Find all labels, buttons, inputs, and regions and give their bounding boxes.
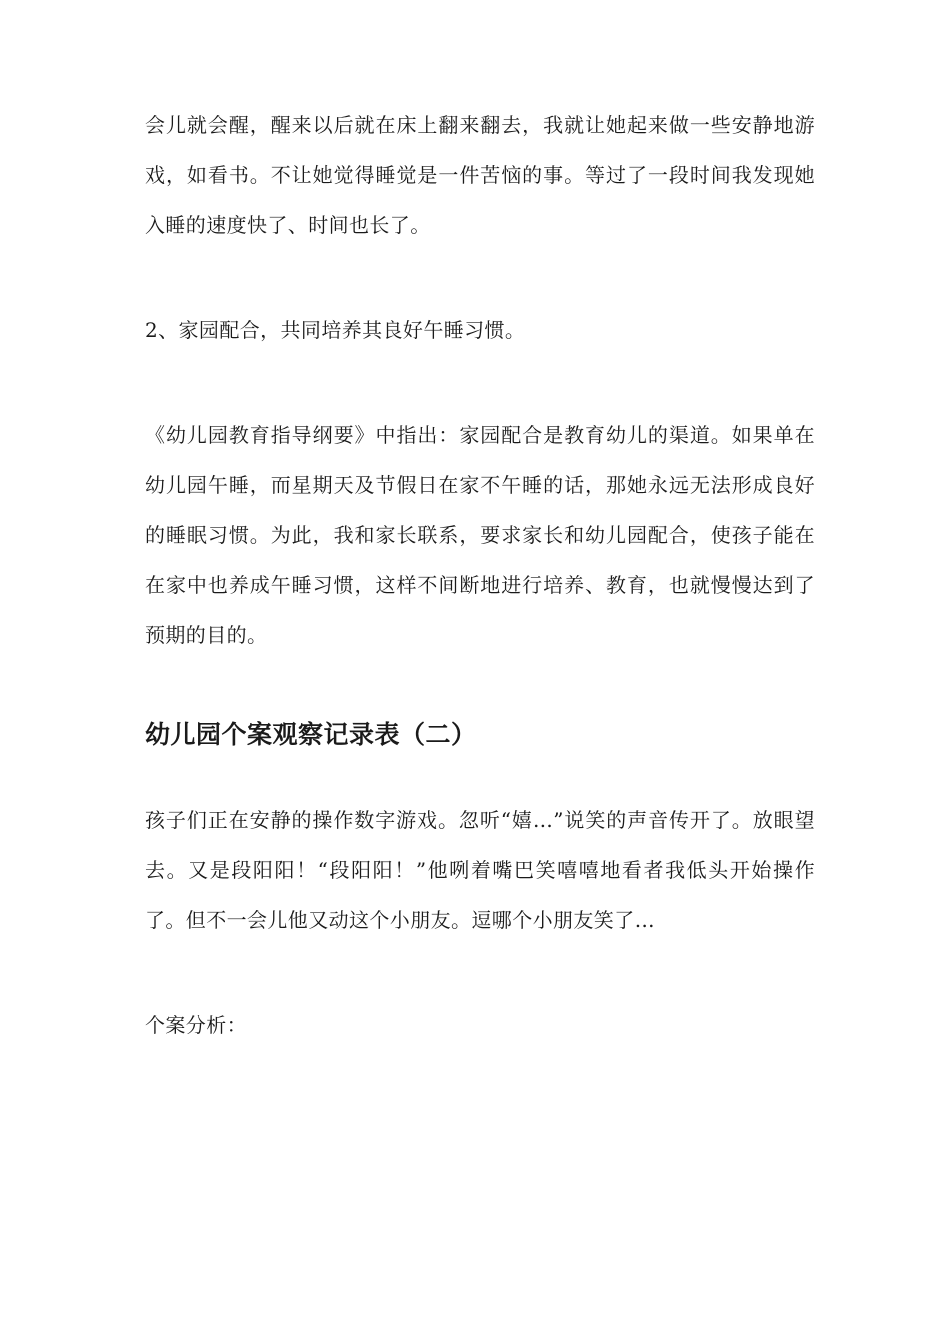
paragraph-point-2: 2、家园配合，共同培养其良好午睡习惯。: [145, 318, 526, 342]
paragraph-home-school: 《幼儿园教育指导纲要》中指出：家园配合是教育幼儿的渠道。如果单在幼儿园午睡，而星期天及节假日在家不午睡的话，那她永远无法形成良好的睡眠习惯。为此，我和家长联系，要求家长和幼儿园配合，使孩子能在在家中也养成午睡习惯，这样不间断地进行培养、教育，也就慢慢达到了预期的目的。: [145, 423, 815, 647]
paragraph-observation: 孩子们正在安静的操作数字游戏。忽听“嬉…”说笑的声音传开了。放眼望去。又是段阳阳！“段阳阳！”他咧着嘴巴笑嘻嘻地看者我低头开始操作了。但不一会儿他又动这个小朋友。逗哪个小朋友笑了…: [145, 808, 815, 932]
paragraph-case-analysis-label: 个案分析：: [145, 1013, 247, 1037]
document-body: [145, 100, 815, 1050]
section-heading: 幼儿园个案观察记录表（二）: [145, 720, 477, 749]
paragraph-nap-habit: 会儿就会醒，醒来以后就在床上翻来翻去，我就让她起来做一些安静地游戏，如看书。不让她觉得睡觉是一件苦恼的事。等过了一段时间我发现她入睡的速度快了、时间也长了。: [145, 113, 815, 237]
